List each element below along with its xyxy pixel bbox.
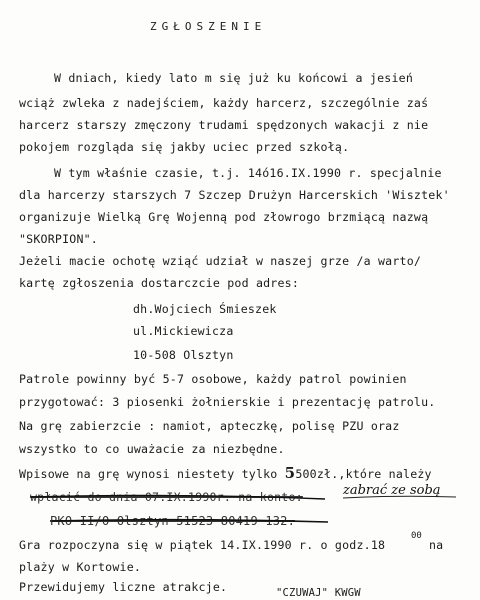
fee-suffix: 500zł.,które należy: [295, 467, 432, 481]
address-city: 10-508 Olsztyn: [133, 348, 234, 362]
signature: "CZUWAJ" KWGW: [276, 587, 361, 599]
paragraph-1-line: wciąż zwleka z nadejściem, każdy harcerz, szczególnie zaś: [19, 96, 429, 110]
struck-account-line: PKO II/O Olsztyn 51523-80419-132.: [50, 514, 296, 528]
fee-line: [19, 466, 432, 481]
paragraph-1-line: harcerz starszy zmęczony trudami spędzonych wakacji z nie: [19, 118, 429, 132]
paragraph-4-line: Na grę zabierzcie : namiot, apteczkę, polisę PZU oraz: [19, 419, 400, 433]
paragraph-4-line: Patrole powinny być 5-7 osobowe, każdy patrol powinien: [19, 372, 407, 386]
paragraph-1-line: W dniach, kiedy lato m się już ku końcowi a jesień: [54, 71, 414, 85]
paragraph-3-line: kartę zgłoszenia dostarczcie pod adres:: [19, 276, 300, 290]
paragraph-2-line: W tym właśnie czasie, t.j. 14ó16.IX.1990 r. specjalnie: [54, 166, 442, 180]
fee-prefix: Wpisowe na grę wynosi niestety tylko: [19, 467, 285, 481]
struck-payment-line: wpłacić do dnia 07.IX.1990r. na konto:: [30, 490, 303, 504]
paragraph-2-line: "SKORPION".: [19, 232, 98, 246]
paragraph-4-line: wszystko to co uważacie za niezbędne.: [19, 442, 285, 456]
paragraph-2-line: dla harcerzy starszych 7 Szczep Drużyn Harcerskich 'Wisztek': [19, 188, 450, 202]
start-line: [19, 538, 385, 552]
paragraph-3-line: Jeżeli macie ochotę wziąć udział w naszej grze /a warto/: [19, 254, 422, 268]
handwritten-note: zabrać ze sobą: [343, 483, 441, 498]
start-line-end: na: [429, 538, 444, 552]
paragraph-2-line: organizuje Wielką Grę Wojenną pod złowrogo brzmiącą nazwą: [19, 210, 429, 224]
fee-amount-handwritten: 5: [284, 464, 296, 482]
start-line-2: plaży w Kortowie.: [19, 560, 142, 574]
document-title: ZGŁOSZENIE: [150, 20, 267, 33]
start-time-superscript: 00: [411, 531, 422, 541]
address-street: ul.Mickiewicza: [133, 324, 234, 338]
paragraph-4-line: przygotować: 3 piosenki żołnierskie i prezentację patrolu.: [19, 395, 436, 409]
closing-line: Przewidujemy liczne atrakcje.: [19, 580, 228, 594]
start-text: Gra rozpoczyna się w piątek 14.IX.1990 r. o godz.18: [19, 538, 386, 552]
address-name: dh.Wojciech Śmieszek: [133, 302, 277, 316]
paragraph-1-line: pokojem rozgląda się jakby uciec przed szkołą.: [19, 140, 350, 154]
